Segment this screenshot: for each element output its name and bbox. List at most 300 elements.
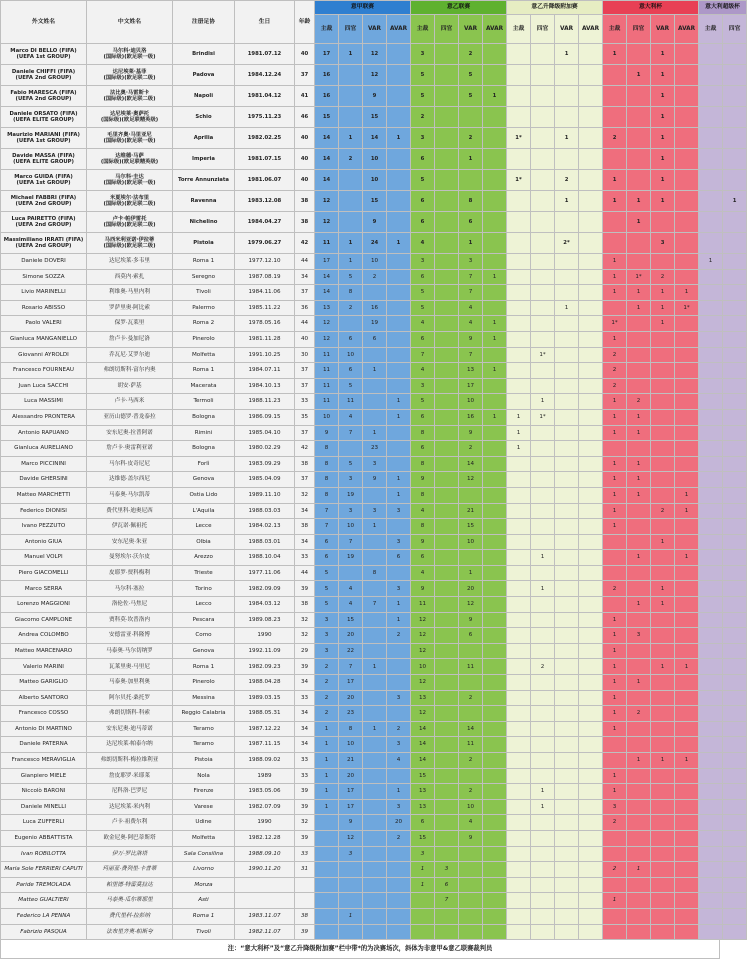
cell-count: [651, 378, 675, 394]
cell-count: [507, 534, 531, 550]
cell-count: [339, 441, 363, 457]
cell-count: [435, 924, 459, 940]
cell-count: [459, 768, 483, 784]
cell-count: 3: [339, 846, 363, 862]
cell-count: [675, 675, 699, 691]
cell-count: 3: [363, 503, 387, 519]
col-association: 注册足协: [173, 1, 235, 44]
cell-age: 32: [295, 612, 315, 628]
cell-count: [435, 519, 459, 535]
cell-count: [435, 581, 459, 597]
cell-count: [435, 394, 459, 410]
cell-association: Torre Annunziata: [173, 170, 235, 191]
cell-foreign-name: Eugenio ABBATTISTA: [1, 830, 87, 846]
cell-association: Nichelino: [173, 212, 235, 233]
cell-count: 1: [675, 503, 699, 519]
cell-count: [531, 846, 555, 862]
cell-count: 3: [363, 456, 387, 472]
cell-count: 1: [675, 659, 699, 675]
cell-count: 3: [387, 690, 411, 706]
table-row: [1, 472, 747, 488]
cell-count: 1: [627, 212, 651, 233]
cell-birthday: 1980.02.29: [235, 441, 295, 457]
cell-count: [579, 893, 603, 909]
cell-count: [435, 597, 459, 613]
cell-count: 3: [411, 44, 435, 65]
table-row: [1, 254, 747, 270]
cell-count: [435, 706, 459, 722]
table-row: [1, 86, 747, 107]
cell-birthday: 1988.04.28: [235, 675, 295, 691]
cell-count: 1*: [507, 170, 531, 191]
cell-count: [435, 331, 459, 347]
cell-count: [699, 565, 723, 581]
cell-count: 2: [339, 149, 363, 170]
cell-count: [531, 363, 555, 379]
cell-association: Roma 1: [173, 363, 235, 379]
cell-count: 11: [315, 378, 339, 394]
cell-chinese-name: 利维奥·马里内利: [87, 285, 173, 301]
table-row: [1, 233, 747, 254]
cell-count: [531, 862, 555, 878]
cell-count: [531, 768, 555, 784]
cell-association: Pinerolo: [173, 675, 235, 691]
cell-count: [387, 285, 411, 301]
cell-count: 1: [387, 409, 411, 425]
cell-count: 10: [339, 347, 363, 363]
cell-count: [579, 44, 603, 65]
cell-count: 11: [315, 347, 339, 363]
cell-count: [627, 347, 651, 363]
cell-chinese-name: 达尼埃莱·基菲 (国际级)(欧足联二级): [87, 65, 173, 86]
cell-count: [675, 846, 699, 862]
cell-age: 39: [295, 799, 315, 815]
cell-count: 1: [603, 643, 627, 659]
cell-count: 1: [459, 149, 483, 170]
cell-count: [579, 534, 603, 550]
cell-count: [483, 550, 507, 566]
cell-count: 1: [483, 316, 507, 332]
cell-count: [675, 128, 699, 149]
cell-count: 3: [411, 254, 435, 270]
cell-count: [363, 675, 387, 691]
cell-association: Palermo: [173, 300, 235, 316]
cell-count: 1: [483, 86, 507, 107]
cell-chinese-name: 保罗·瓦莱里: [87, 316, 173, 332]
cell-count: [651, 472, 675, 488]
cell-count: [435, 300, 459, 316]
cell-chinese-name: 法比奥·马雷斯卡 (国际级)(欧足联二级): [87, 86, 173, 107]
cell-count: [555, 846, 579, 862]
cell-count: 1: [627, 472, 651, 488]
col-b-var: VAR: [459, 15, 483, 44]
cell-chinese-name: 马尔科·圭达 (国际级)(欧足联一级): [87, 170, 173, 191]
cell-count: [723, 44, 747, 65]
cell-count: 6: [315, 534, 339, 550]
cell-count: 11: [459, 659, 483, 675]
cell-count: [483, 285, 507, 301]
cell-count: 1: [387, 233, 411, 254]
cell-foreign-name: Daniele MINELLI: [1, 799, 87, 815]
cell-count: 16: [363, 300, 387, 316]
cell-count: 8: [315, 456, 339, 472]
cell-count: [531, 721, 555, 737]
cell-count: [723, 721, 747, 737]
cell-count: [579, 86, 603, 107]
cell-count: [699, 815, 723, 831]
cell-count: [531, 86, 555, 107]
cell-count: [483, 503, 507, 519]
cell-count: [723, 316, 747, 332]
cell-count: [627, 612, 651, 628]
cell-count: [555, 908, 579, 924]
cell-count: [315, 846, 339, 862]
cell-count: [699, 487, 723, 503]
cell-count: [507, 331, 531, 347]
cell-association: Imperia: [173, 149, 235, 170]
cell-foreign-name: Michael FABBRI (FIFA) (UEFA 2nd GROUP): [1, 191, 87, 212]
col-b-referee: 主裁: [411, 15, 435, 44]
cell-count: 8: [411, 487, 435, 503]
cell-count: [723, 628, 747, 644]
cell-foreign-name: Piero GIACOMELLI: [1, 565, 87, 581]
cell-count: 5: [315, 597, 339, 613]
cell-count: [435, 643, 459, 659]
col-d-fourth: 四官: [627, 15, 651, 44]
cell-count: 14: [459, 456, 483, 472]
cell-count: [411, 893, 435, 909]
cell-count: [387, 893, 411, 909]
cell-chinese-name: 米夏埃尔·法布里 (国际级)(欧足联二级): [87, 191, 173, 212]
cell-count: [675, 331, 699, 347]
cell-count: [699, 612, 723, 628]
cell-count: [459, 862, 483, 878]
cell-count: [675, 44, 699, 65]
cell-count: 12: [315, 316, 339, 332]
cell-count: 3: [435, 862, 459, 878]
cell-count: [627, 815, 651, 831]
cell-count: 7: [315, 503, 339, 519]
cell-count: 1: [339, 254, 363, 270]
col-a-fourth: 四官: [339, 15, 363, 44]
cell-birthday: 1981.04.12: [235, 86, 295, 107]
cell-age: 34: [295, 721, 315, 737]
cell-age: 32: [295, 815, 315, 831]
cell-count: [699, 331, 723, 347]
cell-count: 1: [531, 784, 555, 800]
cell-count: [531, 378, 555, 394]
cell-count: 7: [339, 534, 363, 550]
cell-count: [675, 86, 699, 107]
cell-count: [555, 737, 579, 753]
cell-count: [699, 628, 723, 644]
cell-count: [435, 830, 459, 846]
cell-birthday: 1983.11.07: [235, 908, 295, 924]
cell-count: [483, 643, 507, 659]
cell-count: 1: [627, 862, 651, 878]
cell-count: [651, 846, 675, 862]
cell-count: 3: [411, 128, 435, 149]
cell-count: [387, 65, 411, 86]
cell-count: [531, 753, 555, 769]
cell-count: [387, 425, 411, 441]
cell-count: [555, 612, 579, 628]
col-d-referee: 主裁: [603, 15, 627, 44]
cell-foreign-name: Antonio DI MARTINO: [1, 721, 87, 737]
cell-count: 9: [363, 472, 387, 488]
cell-association: Trieste: [173, 565, 235, 581]
cell-birthday: 1981.06.07: [235, 170, 295, 191]
cell-foreign-name: Fabrizio PASQUA: [1, 924, 87, 940]
cell-association: Lecco: [173, 597, 235, 613]
cell-count: 1: [315, 721, 339, 737]
cell-birthday: 1986.09.15: [235, 409, 295, 425]
cell-count: 5: [339, 269, 363, 285]
cell-count: [579, 659, 603, 675]
cell-birthday: 1981.11.28: [235, 331, 295, 347]
cell-foreign-name: Fabio MARESCA (FIFA) (UEFA 2nd GROUP): [1, 86, 87, 107]
cell-count: [699, 149, 723, 170]
cell-foreign-name: Daniele PATERNA: [1, 737, 87, 753]
cell-count: [579, 233, 603, 254]
cell-age: 39: [295, 784, 315, 800]
cell-count: [723, 877, 747, 893]
cell-count: [699, 316, 723, 332]
cell-count: 1: [603, 425, 627, 441]
cell-age: 37: [295, 378, 315, 394]
col-c-fourth: 四官: [531, 15, 555, 44]
cell-count: 1: [315, 753, 339, 769]
cell-association: Nola: [173, 768, 235, 784]
cell-count: 10: [411, 659, 435, 675]
cell-count: [603, 300, 627, 316]
cell-count: [627, 149, 651, 170]
cell-count: [483, 908, 507, 924]
cell-count: [579, 519, 603, 535]
table-row: [1, 534, 747, 550]
cell-count: [315, 830, 339, 846]
cell-age: 39: [295, 659, 315, 675]
cell-count: [483, 487, 507, 503]
cell-count: [723, 107, 747, 128]
cell-count: [483, 581, 507, 597]
cell-count: [579, 331, 603, 347]
cell-chinese-name: 达尼埃莱·多韦里: [87, 254, 173, 270]
cell-foreign-name: Matteo MARCENARO: [1, 643, 87, 659]
cell-count: [387, 300, 411, 316]
cell-count: [651, 643, 675, 659]
cell-count: 2: [603, 862, 627, 878]
cell-association: Pistoia: [173, 753, 235, 769]
cell-age: 37: [295, 425, 315, 441]
cell-count: [699, 86, 723, 107]
cell-count: [531, 612, 555, 628]
cell-count: [579, 597, 603, 613]
cell-count: 1: [651, 316, 675, 332]
cell-chinese-name: 马泰奥·瓜尔蒂耶里: [87, 893, 173, 909]
cell-count: 10: [363, 170, 387, 191]
cell-count: [627, 316, 651, 332]
table-row: [1, 191, 747, 212]
cell-count: 1: [387, 612, 411, 628]
cell-count: 3: [411, 378, 435, 394]
cell-count: [723, 659, 747, 675]
cell-count: [507, 846, 531, 862]
cell-count: [699, 300, 723, 316]
cell-count: [579, 409, 603, 425]
cell-count: 6: [363, 331, 387, 347]
cell-count: 17: [339, 784, 363, 800]
cell-count: [507, 394, 531, 410]
cell-birthday: 1981.07.15: [235, 149, 295, 170]
cell-count: [435, 565, 459, 581]
cell-count: 8: [339, 721, 363, 737]
table-row: [1, 316, 747, 332]
cell-count: [459, 550, 483, 566]
col-birthday: 生日: [235, 1, 295, 44]
cell-count: [339, 877, 363, 893]
cell-count: [675, 472, 699, 488]
cell-age: 44: [295, 565, 315, 581]
cell-count: 10: [459, 394, 483, 410]
cell-association: Sala Consilina: [173, 846, 235, 862]
cell-count: [435, 44, 459, 65]
cell-count: 6: [411, 212, 435, 233]
cell-count: [579, 394, 603, 410]
cell-count: [483, 394, 507, 410]
cell-birthday: 1990.11.20: [235, 862, 295, 878]
cell-count: [459, 643, 483, 659]
cell-count: 1: [531, 799, 555, 815]
cell-count: [723, 149, 747, 170]
cell-count: [723, 394, 747, 410]
cell-count: [579, 472, 603, 488]
cell-birthday: 1989.03.15: [235, 690, 295, 706]
cell-count: [555, 675, 579, 691]
cell-count: 1: [603, 409, 627, 425]
cell-count: 1: [603, 768, 627, 784]
cell-count: [507, 519, 531, 535]
cell-count: 3: [387, 503, 411, 519]
cell-count: 2: [363, 269, 387, 285]
cell-count: 11: [315, 233, 339, 254]
col-d-avar: AVAR: [675, 15, 699, 44]
cell-foreign-name: Gianluca MANGANIELLO: [1, 331, 87, 347]
cell-count: [507, 44, 531, 65]
cell-count: 5: [411, 170, 435, 191]
cell-count: [507, 269, 531, 285]
cell-count: 13: [411, 799, 435, 815]
cell-association: Forlì: [173, 456, 235, 472]
cell-age: 31: [295, 862, 315, 878]
cell-association: Roma 1: [173, 659, 235, 675]
cell-count: 1: [651, 534, 675, 550]
cell-count: [651, 425, 675, 441]
cell-count: [555, 331, 579, 347]
cell-count: [531, 300, 555, 316]
col-age: 年龄: [295, 1, 315, 44]
cell-count: [579, 170, 603, 191]
cell-count: [627, 170, 651, 191]
cell-count: [555, 394, 579, 410]
cell-count: [579, 706, 603, 722]
cell-association: Schio: [173, 107, 235, 128]
cell-count: 5: [315, 581, 339, 597]
cell-count: [723, 487, 747, 503]
cell-count: 12: [459, 597, 483, 613]
cell-count: [603, 233, 627, 254]
cell-birthday: 1978.05.16: [235, 316, 295, 332]
cell-count: [315, 908, 339, 924]
cell-count: [699, 893, 723, 909]
cell-count: [531, 877, 555, 893]
cell-foreign-name: Daniele DOVERI: [1, 254, 87, 270]
cell-count: [507, 784, 531, 800]
cell-count: [459, 487, 483, 503]
cell-association: Ostia Lido: [173, 487, 235, 503]
cell-age: 30: [295, 347, 315, 363]
cell-count: [483, 347, 507, 363]
cell-birthday: 1988.03.01: [235, 534, 295, 550]
cell-count: [555, 721, 579, 737]
cell-count: [603, 149, 627, 170]
cell-count: [507, 815, 531, 831]
cell-count: 1: [603, 784, 627, 800]
cell-count: [699, 643, 723, 659]
cell-count: 1: [651, 581, 675, 597]
cell-count: [699, 409, 723, 425]
cell-count: [507, 472, 531, 488]
cell-count: [699, 659, 723, 675]
cell-count: [459, 924, 483, 940]
cell-chinese-name: 马尔科·塞拉: [87, 581, 173, 597]
cell-count: 6: [459, 212, 483, 233]
cell-birthday: [235, 877, 295, 893]
cell-chinese-name: 安东尼奥·朱亚: [87, 534, 173, 550]
cell-count: 8: [315, 441, 339, 457]
cell-count: [627, 503, 651, 519]
cell-count: 3: [651, 233, 675, 254]
cell-count: 1: [627, 456, 651, 472]
cell-chinese-name: 费代里科·迪奥尼西: [87, 503, 173, 519]
cell-count: [435, 815, 459, 831]
cell-count: [507, 65, 531, 86]
cell-association: Lecce: [173, 519, 235, 535]
cell-association: Pescara: [173, 612, 235, 628]
col-e-fourth: 四官: [723, 15, 747, 44]
table-row: [1, 331, 747, 347]
cell-count: [723, 425, 747, 441]
cell-count: 1: [627, 65, 651, 86]
cell-count: [579, 815, 603, 831]
cell-age: 42: [295, 441, 315, 457]
cell-count: [675, 347, 699, 363]
cell-count: 3: [603, 799, 627, 815]
cell-count: 4: [387, 753, 411, 769]
cell-count: [363, 550, 387, 566]
cell-count: [555, 753, 579, 769]
cell-count: [555, 107, 579, 128]
cell-count: [555, 378, 579, 394]
cell-count: [603, 908, 627, 924]
cell-count: 3: [339, 472, 363, 488]
cell-count: [579, 862, 603, 878]
cell-count: [723, 908, 747, 924]
cell-count: [363, 924, 387, 940]
table-row: [1, 487, 747, 503]
cell-count: 6: [411, 441, 435, 457]
cell-count: [483, 378, 507, 394]
